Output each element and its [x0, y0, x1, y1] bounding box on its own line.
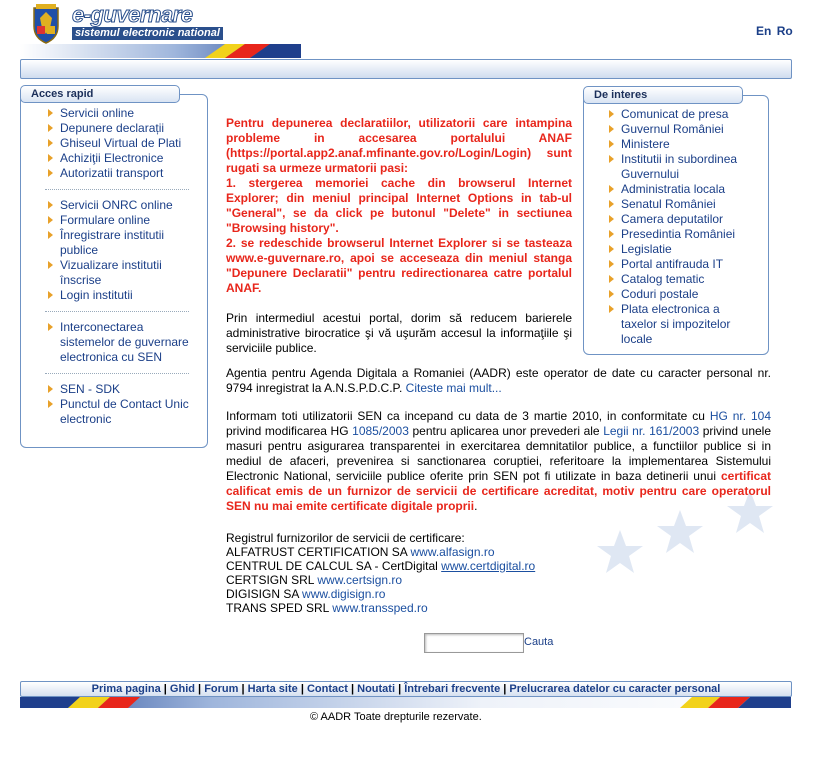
main-content — [226, 116, 572, 356]
search-input[interactable] — [424, 633, 524, 653]
nav-item[interactable]: Administratia locala — [606, 182, 756, 197]
arrow-bullet-icon — [48, 201, 53, 209]
arrow-bullet-icon — [609, 200, 614, 208]
registry-name: CERTSIGN SRL — [226, 573, 315, 587]
footer-link-guide[interactable]: Ghid — [169, 683, 195, 695]
of-interest-title: De interes — [583, 86, 743, 104]
footer-link-faq[interactable]: Întrebari frecvente — [404, 683, 501, 695]
divider — [45, 189, 189, 191]
arrow-bullet-icon — [609, 215, 614, 223]
registry-row — [226, 559, 535, 573]
quick-access-list — [45, 106, 195, 427]
certification-registry — [226, 531, 535, 615]
arrow-bullet-icon — [48, 261, 53, 269]
language-switcher — [754, 24, 793, 38]
logo-title[interactable]: e-guvernare — [72, 2, 193, 27]
registry-name: DIGISIGN SA — [226, 587, 299, 601]
separator: | — [160, 683, 170, 695]
arrow-bullet-icon — [48, 400, 53, 408]
arrow-bullet-icon — [48, 124, 53, 132]
read-more-link[interactable]: Citeste mai mult... — [405, 381, 502, 395]
separator: | — [347, 683, 358, 695]
arrow-bullet-icon — [609, 140, 614, 148]
info-text-a: Informam toti utilizatorii SEN ca incepand cu data de 3 martie 2010, in conformitate cu — [226, 409, 705, 423]
hg-1085-link[interactable]: 1085/2003 — [352, 424, 409, 438]
info-red-text: certificat calificat emis de un furnizor de servicii de certificare acreditat, motiv pentru care operatorul SEN nu mai emite certificate digitale proprii — [226, 469, 771, 513]
nav-item[interactable]: Interconectarea sistemelor de guvernare electronica cu SEN — [45, 320, 195, 365]
registry-link[interactable]: www.certsign.ro — [317, 573, 403, 587]
registry-row — [226, 601, 535, 615]
separator: | — [194, 683, 205, 695]
info-text-b: privind modificarea HG — [226, 424, 349, 438]
nav-item[interactable]: Ghiseul Virtual de Plati — [45, 136, 195, 151]
divider — [45, 373, 189, 375]
nav-item[interactable]: Ministere — [606, 137, 756, 152]
nav-item[interactable]: Portal antifrauda IT — [606, 257, 756, 272]
nav-item[interactable]: Autorizatii transport — [45, 166, 195, 181]
arrow-bullet-icon — [48, 169, 53, 177]
registry-name: TRANS SPED SRL — [226, 601, 329, 615]
alert-step-2: 2. se redeschide browserul Internet Explorer si se tasteaza www.e-guvernare.ro, apoi se acceseaza din meniul stanga "Depunere Declaratii" pentru redirectionarea catre portalul ANAF. — [226, 236, 572, 295]
registry-link[interactable]: www.certdigital.ro — [441, 559, 536, 573]
nav-item[interactable]: Camera deputatilor — [606, 212, 756, 227]
nav-item[interactable]: Catalog tematic — [606, 272, 756, 287]
nav-item[interactable]: Vizualizare institutii înscrise — [45, 258, 195, 288]
registry-name: CENTRUL DE CALCUL SA - CertDigital — [226, 559, 438, 573]
separator: | — [395, 683, 405, 695]
quick-access-panel — [20, 88, 208, 448]
registry-row — [226, 573, 535, 587]
divider — [45, 311, 189, 313]
nav-item[interactable]: Punctul de Contact Unic electronic — [45, 397, 195, 427]
footer-nav — [20, 681, 792, 697]
footer-link-forum[interactable]: Forum — [204, 683, 239, 695]
operator-text: Agentia pentru Agenda Digitala a Romaniei (AADR) este operator de date cu caracter personal nr. 9794 inregistrat la A.N.S.P.D.C.P. — [226, 366, 771, 395]
search-button[interactable]: Cauta — [524, 636, 554, 648]
info-text-d: privind unele masuri pentru asigurarea transparentei in exercitarea demnitatilor publice, a functiilor publice si in mediul de afaceri, prevenirea si sanctionarea coruptiei, referitoare la implementarea Sistemului Electronic National, serviciile publice oferite prin SEN pot fi utilizate in baza detinerii unui — [226, 424, 772, 483]
arrow-bullet-icon — [48, 109, 53, 117]
info-end: . — [474, 499, 478, 513]
alert-step-1: 1. stergerea memoriei cache din browserul Internet Explorer; din meniul principal Internet Options in tab-ul "General", se da click pe butonul "Delete" in sectiunea "Browsing history". — [226, 176, 572, 235]
of-interest-list — [606, 107, 756, 347]
arrow-bullet-icon — [609, 305, 614, 313]
nav-item[interactable]: Înregistrare institutii publice — [45, 228, 195, 258]
nav-item[interactable]: Guvernul României — [606, 122, 756, 137]
nav-item[interactable]: Senatul României — [606, 197, 756, 212]
nav-item[interactable]: Presedintia României — [606, 227, 756, 242]
arrow-bullet-icon — [609, 110, 614, 118]
nav-item[interactable]: Login institutii — [45, 288, 195, 303]
nav-item[interactable]: Depunere declarații — [45, 121, 195, 136]
nav-item[interactable]: Achiziţii Electronice — [45, 151, 195, 166]
registry-name: ALFATRUST CERTIFICATION SA — [226, 545, 408, 559]
separator: | — [297, 683, 307, 695]
nav-item[interactable]: SEN - SDK — [45, 382, 195, 397]
footer-tricolor-stripe — [20, 697, 791, 708]
coat-of-arms-icon — [26, 4, 66, 44]
arrow-bullet-icon — [609, 125, 614, 133]
nav-item[interactable]: Comunicat de presa — [606, 107, 756, 122]
main-content-wide — [226, 366, 771, 514]
arrow-bullet-icon — [48, 291, 53, 299]
lang-ro-link[interactable]: Ro — [776, 24, 793, 38]
nav-item[interactable]: Legislatie — [606, 242, 756, 257]
lang-en-link[interactable]: En — [756, 24, 772, 38]
arrow-bullet-icon — [48, 231, 53, 239]
nav-item[interactable]: Formulare online — [45, 213, 195, 228]
registry-row — [226, 587, 535, 601]
of-interest-panel — [583, 89, 769, 355]
registry-row — [226, 545, 535, 559]
registry-title: Registrul furnizorilor de servicii de certificare: — [226, 531, 465, 545]
nav-item[interactable]: Plata electronica a taxelor si impozitelor locale — [606, 302, 756, 347]
header-tricolor-stripe — [20, 44, 301, 58]
logo-subtitle: sistemul electronic national — [72, 27, 223, 40]
alert-notice: Pentru depunerea declaratiilor, utilizatorii care intampina probleme in accesarea portalului ANAF (https://portal.app2.anaf.mfinante.gov.ro/Login/Login) sunt rugati sa urmeze urmatorii pasi: — [226, 116, 572, 175]
copyright: © AADR Toate drepturile rezervate. — [310, 711, 482, 723]
arrow-bullet-icon — [609, 185, 614, 193]
arrow-bullet-icon — [609, 245, 614, 253]
arrow-bullet-icon — [48, 216, 53, 224]
arrow-bullet-icon — [48, 385, 53, 393]
arrow-bullet-icon — [609, 155, 614, 163]
arrow-bullet-icon — [48, 323, 53, 331]
legii-161-link[interactable]: Legii nr. 161/2003 — [603, 424, 700, 438]
top-bar — [20, 59, 792, 79]
info-paragraph — [226, 409, 771, 514]
separator: | — [238, 683, 248, 695]
footer-link-home[interactable]: Prima pagina — [91, 683, 161, 695]
footer-link-news[interactable]: Noutati — [357, 683, 396, 695]
footer-link-contact[interactable]: Contact — [306, 683, 348, 695]
nav-item[interactable]: Servicii ONRC online — [45, 198, 195, 213]
separator: | — [500, 683, 510, 695]
arrow-bullet-icon — [609, 230, 614, 238]
nav-item[interactable]: Coduri postale — [606, 287, 756, 302]
arrow-bullet-icon — [609, 260, 614, 268]
nav-item[interactable]: Institutii in subordinea Guvernului — [606, 152, 756, 182]
quick-access-title: Acces rapid — [20, 85, 180, 103]
hg-104-link[interactable]: HG nr. 104 — [709, 409, 771, 423]
arrow-bullet-icon — [48, 154, 53, 162]
footer-link-sitemap[interactable]: Harta site — [247, 683, 298, 695]
nav-item[interactable]: Servicii online — [45, 106, 195, 121]
arrow-bullet-icon — [48, 139, 53, 147]
info-text-c: pentru aplicarea unor prevederi ale — [408, 424, 600, 438]
arrow-bullet-icon — [609, 290, 614, 298]
registry-link[interactable]: www.alfasign.ro — [410, 545, 495, 559]
registry-link[interactable]: www.digisign.ro — [302, 587, 386, 601]
footer-link-privacy[interactable]: Prelucrarea datelor cu caracter personal — [509, 683, 721, 695]
registry-link[interactable]: www.transsped.ro — [332, 601, 428, 615]
operator-paragraph — [226, 366, 771, 396]
arrow-bullet-icon — [609, 275, 614, 283]
intro-paragraph: Prin intermediul acestui portal, dorim să reducem barierele administrative birocratice şi vă uşurăm accesul la informaţiile şi serviciile publice. — [226, 311, 572, 355]
